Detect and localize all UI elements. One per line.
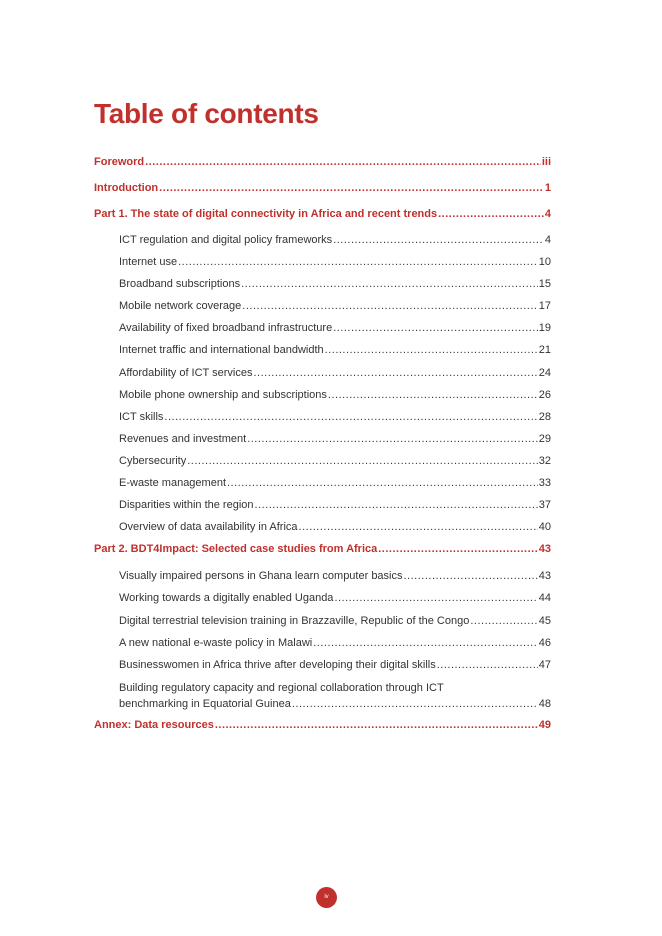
toc-entry-page: 33 [538,477,551,490]
toc-entry-page: 47 [538,658,551,671]
toc-entry-label: ICT regulation and digital policy frameworks [119,234,333,246]
toc-entry-ict-skills[interactable] [94,410,551,432]
toc-entry-page: 37 [538,499,551,512]
table-of-contents [94,155,551,744]
toc-entry-label: Mobile phone ownership and subscriptions [119,388,327,401]
toc-entry-label: Availability of fixed broadband infrastructure [119,322,333,335]
toc-entry-label: Working towards a digitally enabled Uganda [119,592,334,605]
toc-entry-uganda[interactable] [94,591,551,613]
toc-entry-label: Visually impaired persons in Ghana learn computer basics [119,570,403,583]
toc-entry-label: Cybersecurity [119,454,187,467]
toc-entry-page: 29 [538,432,551,445]
toc-entry-disparities[interactable] [94,498,551,520]
toc-entry-label: Annex: Data resources [94,718,214,731]
toc-entry-part-1[interactable] [94,207,551,233]
toc-entry-page: 46 [538,636,551,649]
toc-entry-broadband-subscriptions[interactable] [94,277,551,299]
toc-entry-label-continued: benchmarking in Equatorial Guinea [119,697,291,710]
toc-entry-page: 10 [538,256,551,269]
toc-entry-page: 43 [538,543,551,556]
toc-entry-foreword[interactable] [94,155,551,181]
toc-entry-label: Overview of data availability in Africa [119,521,298,534]
toc-entry-label: Internet traffic and international bandwidth [119,344,324,357]
toc-entry-page: 4 [544,234,551,246]
toc-entry-label: Mobile network coverage [119,300,242,313]
toc-entry-page: 28 [538,410,551,423]
toc-entry-equatorial-guinea[interactable] [94,680,551,712]
toc-entry-ict-regulation[interactable] [94,233,551,255]
toc-entry-page: 4 [544,208,551,220]
toc-entry-mobile-network-coverage[interactable] [94,299,551,321]
toc-entry-page: 1 [544,182,551,194]
toc-entry-introduction[interactable] [94,181,551,207]
toc-entry-label: E-waste management [119,477,226,490]
toc-entry-annex[interactable] [94,718,551,744]
toc-entry-label: Part 2. BDT4Impact: Selected case studies from Africa [94,543,378,556]
toc-entry-affordability[interactable] [94,366,551,388]
toc-entry-malawi[interactable] [94,636,551,658]
toc-entry-internet-traffic[interactable] [94,343,551,365]
toc-entry-page: 26 [538,388,551,401]
toc-entry-page: iii [541,156,551,168]
toc-entry-page: 48 [538,697,551,710]
toc-entry-label: Disparities within the region [119,499,254,512]
toc-entry-data-availability[interactable] [94,520,551,542]
toc-entry-businesswomen[interactable] [94,658,551,680]
toc-entry-label: Foreword [94,156,145,168]
toc-entry-part-2[interactable] [94,542,551,569]
toc-entry-label: Affordability of ICT services [119,366,253,379]
toc-entry-ghana[interactable] [94,569,551,591]
toc-entry-label: ICT skills [119,410,164,423]
toc-entry-label: Revenues and investment [119,432,247,445]
toc-entry-label: Part 1. The state of digital connectivity in Africa and recent trends [94,208,438,220]
toc-entry-page: 45 [538,614,551,627]
toc-entry-page: 44 [538,592,551,605]
toc-entry-label: Introduction [94,182,159,194]
toc-entry-page: 21 [538,344,551,357]
toc-entry-label: A new national e-waste policy in Malawi [119,636,313,649]
page-title: Table of contents [94,98,319,129]
page-number-badge: iv [316,887,337,908]
toc-entry-page: 40 [538,521,551,534]
toc-entry-label: Building regulatory capacity and regional collaboration through ICT [119,681,444,694]
toc-entry-label: Broadband subscriptions [119,278,241,291]
toc-entry-congo[interactable] [94,614,551,636]
toc-entry-page: 15 [538,278,551,291]
toc-entry-page: 17 [538,300,551,313]
toc-entry-internet-use[interactable] [94,255,551,277]
toc-entry-page: 43 [538,570,551,583]
toc-entry-fixed-broadband[interactable] [94,321,551,343]
toc-entry-revenues-investment[interactable] [94,432,551,454]
toc-entry-cybersecurity[interactable] [94,454,551,476]
toc-entry-e-waste-management[interactable] [94,476,551,498]
toc-entry-mobile-phone-ownership[interactable] [94,388,551,410]
toc-entry-label: Internet use [119,256,178,269]
toc-entry-page: 24 [538,366,551,379]
toc-entry-page: 19 [538,322,551,335]
toc-entry-page: 32 [538,454,551,467]
toc-entry-page: 49 [538,718,551,731]
toc-entry-label: Digital terrestrial television training in Brazzaville, Republic of the Congo [119,614,470,627]
toc-entry-label: Businesswomen in Africa thrive after developing their digital skills [119,658,436,671]
